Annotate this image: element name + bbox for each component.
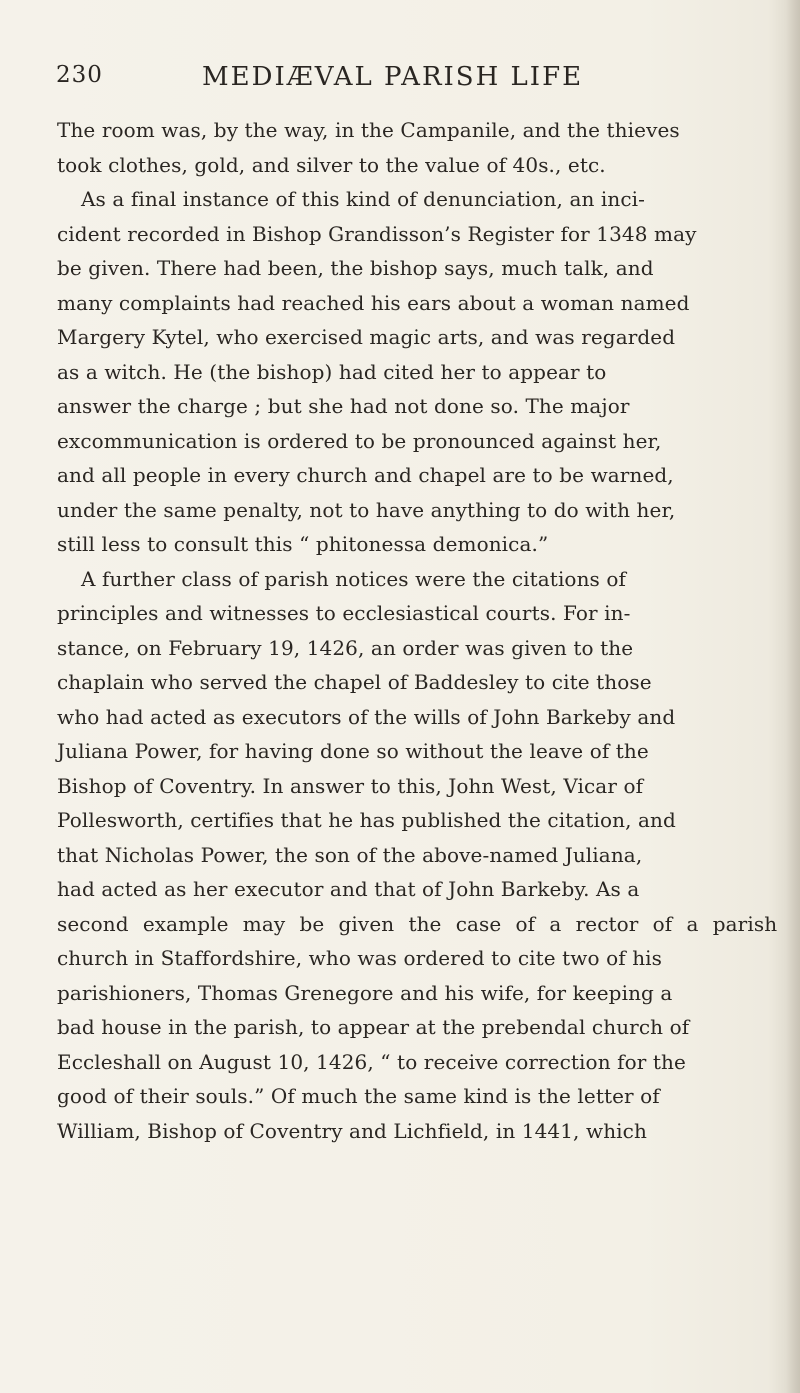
text-line: As a final instance of this kind of denunciation, an inci- [81, 187, 646, 211]
text-line: bad house in the parish, to appear at the prebendal church of [57, 1015, 690, 1039]
text-line: still less to consult this “ phitonessa demonica.” [57, 532, 549, 556]
text-line: A further class of parish notices were the citations of [81, 566, 627, 591]
text-line: as a witch. He (the bishop) had cited her to appear to [57, 359, 607, 384]
text-line: William, Bishop of Coventry and Lichfield, in 1441, which [57, 1118, 647, 1143]
text-line: Pollesworth, certifies that he has published the citation, and [57, 808, 676, 832]
text-line: cident recorded in Bishop Grandisson’s Register for 1348 may [57, 221, 697, 246]
page-number: 230 [56, 62, 103, 88]
text-line: Bishop of Coventry. In answer to this, John West, Vicar of [57, 773, 644, 798]
text-line: Juliana Power, for having done so without the leave of the [57, 739, 649, 763]
text-line: that Nicholas Power, the son of the above-named Juliana, [57, 842, 643, 867]
text-line: took clothes, gold, and silver to the value of 40s., etc. [57, 152, 606, 177]
text-line: church in Staffordshire, who was ordered to cite two of his [57, 946, 663, 970]
text-line: and all people in every church and chapel are to be warned, [57, 463, 674, 487]
text-line: stance, on February 19, 1426, an order was given to the [57, 635, 634, 660]
text-line: be given. There had been, the bishop says, much talk, and [57, 256, 654, 280]
text-line: who had acted as executors of the wills of John Barkeby and [57, 704, 676, 729]
text-line: The room was, by the way, in the Campanile, and the thieves [57, 118, 680, 142]
text-line: answer the charge ; but she had not done so. The major [57, 394, 630, 418]
page-edge-shadow [786, 0, 800, 1393]
text-line: many complaints had reached his ears about a woman named [57, 290, 690, 315]
text-line: second example may be given the case of a rector of a parish [57, 911, 778, 936]
text-line: good of their souls.” Of much the same kind is the letter of [57, 1084, 660, 1108]
text-line: under the same penalty, not to have anything to do with her, [57, 497, 676, 522]
text-line: Margery Kytel, who exercised magic arts, and was regarded [57, 325, 676, 349]
text-line: excommunication is ordered to be pronounced against her, [57, 428, 662, 453]
text-line: parishioners, Thomas Grenegore and his wife, for keeping a [57, 980, 673, 1005]
running-head [56, 62, 756, 102]
text-line: principles and witnesses to ecclesiastical courts. For in- [57, 601, 631, 625]
text-line: chaplain who served the chapel of Baddesley to cite those [57, 670, 652, 694]
running-title: MEDIÆVAL PARISH LIFE [202, 62, 584, 92]
text-line: had acted as her executor and that of John Barkeby. As a [57, 877, 640, 901]
text-line: Eccleshall on August 10, 1426, “ to receive correction for the [57, 1049, 686, 1074]
